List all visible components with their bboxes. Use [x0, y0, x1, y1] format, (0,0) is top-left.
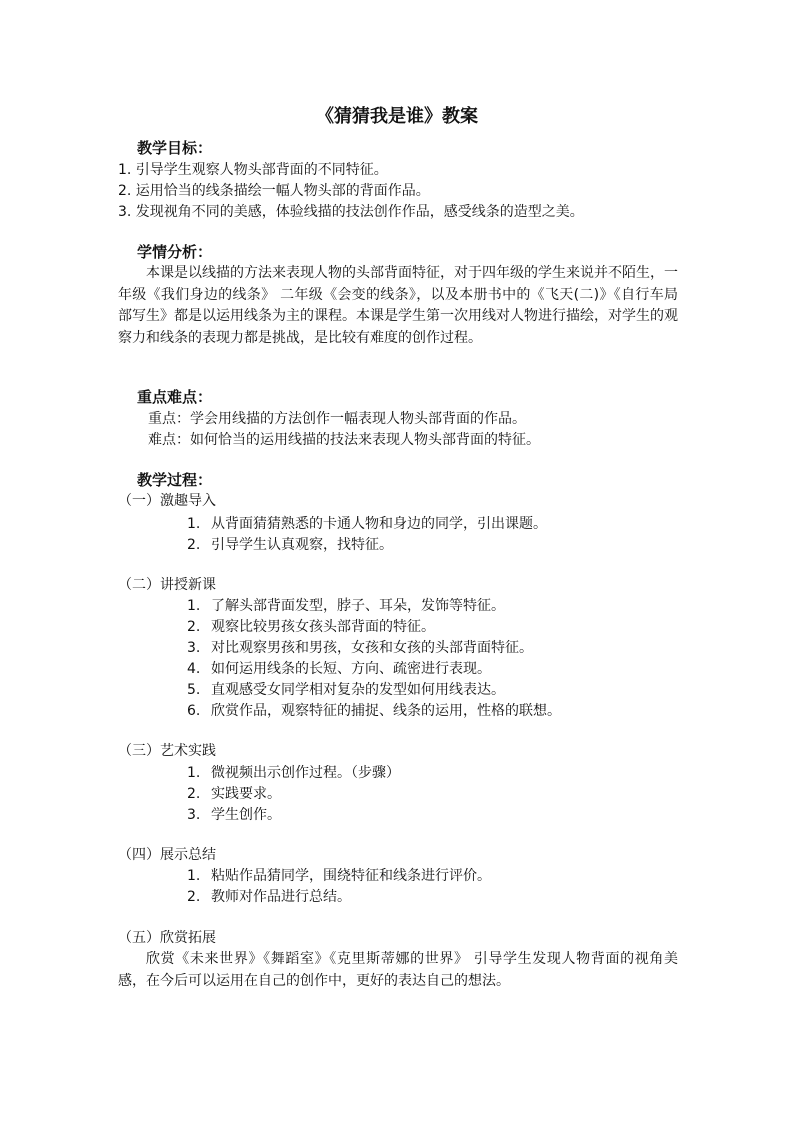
list-item	[187, 784, 281, 804]
item-text: 微视频出示创作过程。（步骤）	[211, 765, 400, 781]
list-item	[187, 680, 505, 700]
item-text: 教师对作品进行总结。	[211, 889, 351, 905]
item-number: 1.	[187, 598, 201, 614]
item-text: 学生创作。	[211, 807, 281, 823]
list-item	[187, 763, 400, 783]
item-number: 5.	[187, 682, 201, 698]
key-point-line: 重点：学会用线描的方法创作一幅表现人物头部背面的作品。	[148, 411, 526, 427]
item-text: 粘贴作品猜同学，围绕特征和线条进行评价。	[211, 868, 491, 884]
analysis-heading: 学情分析：	[137, 243, 213, 261]
item-text: 如何运用线条的长短、方向、疏密进行表现。	[211, 661, 491, 677]
list-item	[187, 596, 505, 616]
list-item	[187, 805, 281, 825]
item-text: 从背面猜猜熟悉的卡通人物和身边的同学，引出课题。	[211, 516, 547, 532]
item-text: 观察比较男孩女孩头部背面的特征。	[211, 619, 435, 635]
section-title: （四）展示总结	[118, 847, 216, 863]
list-item	[187, 638, 533, 658]
item-number: 2.	[187, 786, 201, 802]
item-number: 4.	[187, 661, 201, 677]
item-text: 实践要求。	[211, 786, 281, 802]
section-title: （三）艺术实践	[118, 743, 216, 759]
item-number: 6.	[187, 703, 201, 719]
item-number: 3.	[187, 807, 201, 823]
item-text: 直观感受女同学相对复杂的发型如何用线表达。	[211, 682, 505, 698]
page-title: 《猜猜我是谁》教案	[316, 106, 478, 127]
appreciation-paragraph: 欣赏《未来世界》《舞蹈室》《克里斯蒂娜的世界》 引导学生发现人物背面的视角美感，在今后可以运用在自己的创作中，更好的表达自己的想法。	[118, 951, 678, 989]
list-item	[187, 617, 435, 637]
item-text: 欣赏作品，观察特征的捕捉、线条的运用，性格的联想。	[211, 703, 561, 719]
list-item	[187, 701, 561, 721]
objectives-heading: 教学目标：	[137, 139, 213, 157]
list-item	[187, 514, 547, 534]
item-number: 2.	[187, 537, 201, 553]
objective-item: 3. 发现视角不同的美感，体验线描的技法创作作品，感受线条的造型之美。	[118, 204, 584, 220]
difficulty-line: 难点：如何恰当的运用线描的技法来表现人物头部背面的特征。	[148, 432, 540, 448]
analysis-paragraph: 本课是以线描的方法来表现人物的头部背面特征，对于四年级的学生来说并不陌生，一年级《我们身边的线条》 二年级《会变的线条》，以及本册书中的《飞天(二)》《自行车局部写生》都是以运用线条为主的课程。本课是学生第一次用线对人物进行描绘，对学生的观察力和线条的表现力都是挑战，是比较有难度的创作过程。	[118, 265, 678, 346]
objective-item: 1. 引导学生观察人物头部背面的不同特征。	[118, 162, 388, 178]
section-title: （五）欣赏拓展	[118, 930, 216, 946]
section-title: （二）讲授新课	[118, 577, 216, 593]
key-points-heading: 重点难点：	[137, 388, 213, 406]
item-text: 了解头部背面发型，脖子、耳朵，发饰等特征。	[211, 598, 505, 614]
list-item	[187, 659, 491, 679]
objective-item: 2. 运用恰当的线条描绘一幅人物头部的背面作品。	[118, 183, 430, 199]
list-item	[187, 887, 351, 907]
item-number: 2.	[187, 889, 201, 905]
item-number: 1.	[187, 765, 201, 781]
section-title: （一）激趣导入	[118, 493, 216, 509]
process-heading: 教学过程：	[137, 471, 213, 489]
item-number: 1.	[187, 868, 201, 884]
item-text: 引导学生认真观察，找特征。	[211, 537, 393, 553]
item-number: 2.	[187, 619, 201, 635]
list-item	[187, 866, 491, 886]
list-item	[187, 535, 393, 555]
item-number: 1.	[187, 516, 201, 532]
item-number: 3.	[187, 640, 201, 656]
item-text: 对比观察男孩和男孩，女孩和女孩的头部背面特征。	[211, 640, 533, 656]
